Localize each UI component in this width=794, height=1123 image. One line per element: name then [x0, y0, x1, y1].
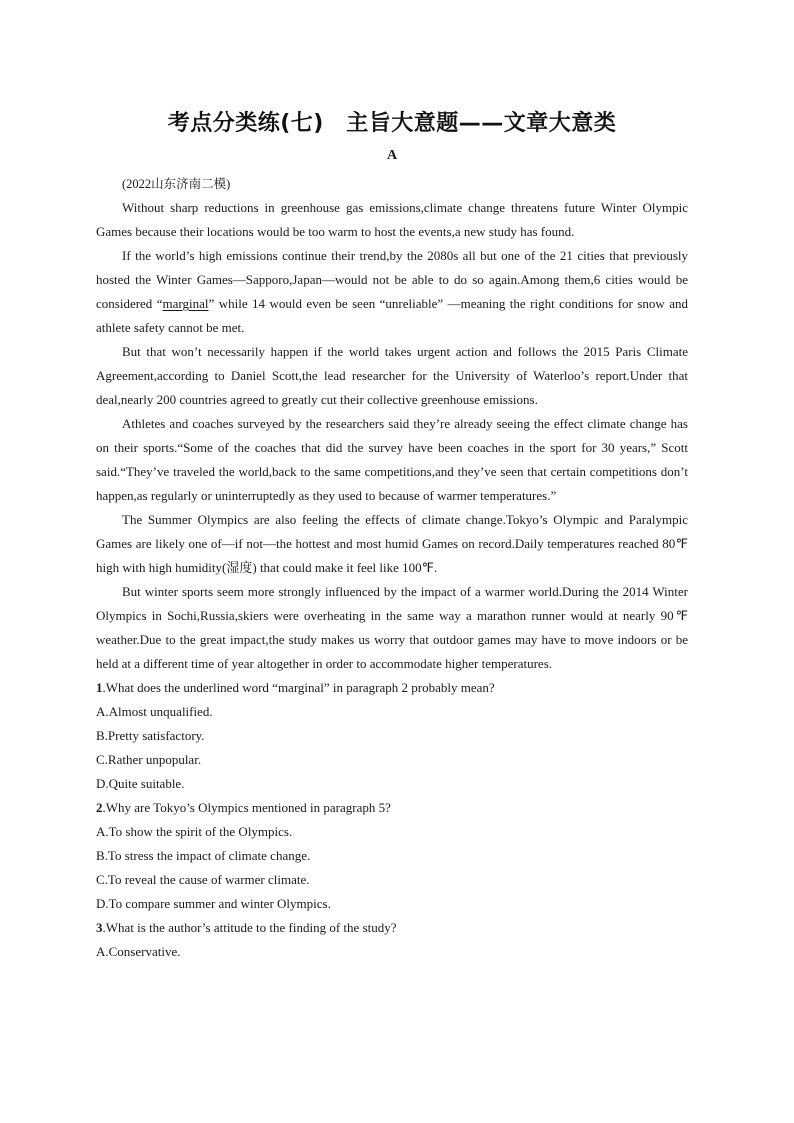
option-2c: C.To reveal the cause of warmer climate.	[96, 872, 310, 887]
question-1	[96, 676, 688, 700]
option-1b: B.Pretty satisfactory.	[96, 728, 205, 743]
underlined-word: marginal	[162, 296, 209, 311]
option-2d: D.To compare summer and winter Olympics.	[96, 896, 331, 911]
paragraph-text: Without sharp reductions in greenhouse gas emissions,climate change threatens future Winter Olympic Games because their locations would be too warm to host the events,a new study has found.	[96, 200, 688, 239]
paragraph-1	[96, 196, 688, 244]
option-1d: D.Quite suitable.	[96, 776, 185, 791]
paragraph-text: The Summer Olympics are also feeling the effects of climate change.Tokyo’s Olympic and Paralympic Games are likely one of—if not—the hottest and most humid Games on record.Daily temperatures reached 80℉ high with high humidity(湿度) that could make it feel like 100℉.	[96, 512, 688, 575]
paragraph-text: ” while 14 would even be seen “unreliable” —meaning the right conditions for snow and athlete safety cannot be met.	[96, 296, 688, 335]
paragraph-4	[96, 412, 688, 508]
question-2	[96, 796, 688, 820]
option-2b: B.To stress the impact of climate change.	[96, 848, 311, 863]
section-heading: A	[386, 148, 398, 163]
option-1a: A.Almost unqualified.	[96, 704, 213, 719]
paragraph-text: But that won’t necessarily happen if the world takes urgent action and follows the 2015 Paris Climate Agreement,according to Daniel Scott,the lead researcher for the University of Waterloo’s report.Under that deal,nearly 200 countries agreed to greatly cut their collective greenhouse emissions.	[96, 344, 688, 407]
question-number: 2	[96, 800, 103, 815]
option-3a: A.Conservative.	[96, 944, 181, 959]
paragraph-2	[96, 244, 688, 340]
article-body	[96, 172, 688, 964]
paragraph-text: If the world’s high emissions continue their trend,by the 2080s all but one of the 21 cities that previously hosted the Winter Games—Sapporo,Japan—would not be able to do so again.Among them,6 cities would be considered “	[96, 248, 688, 311]
paragraph-5	[96, 508, 688, 580]
question-number: 3	[96, 920, 103, 935]
source-note: (2022山东济南二模)	[122, 177, 231, 191]
paragraph-text: But winter sports seem more strongly influenced by the impact of a warmer world.During the 2014 Winter Olympics in Sochi,Russia,skiers were overheating in the same way a marathon runner would at nearly 90℉ weather.Due to the great impact,the study makes us worry that outdoor games may have to move indoors or be held at a different time of year altogether in order to accommodate higher temperatures.	[96, 584, 688, 671]
option-1c: C.Rather unpopular.	[96, 752, 202, 767]
question-text: .Why are Tokyo’s Olympics mentioned in paragraph 5?	[102, 800, 391, 815]
question-text: .What is the author’s attitude to the finding of the study?	[102, 920, 397, 935]
question-number: 1	[96, 680, 103, 695]
paragraph-6	[96, 580, 688, 676]
paragraph-text: Athletes and coaches surveyed by the researchers said they’re already seeing the effect climate change has on their sports.“Some of the coaches that did the survey have been coaches in the sport for 30 years,” Scott said.“They’ve traveled the world,back to the same competitions,and they’ve seen that certain competitions don’t happen,as regularly or uninterruptedly as they used to because of warmer temperatures.”	[96, 416, 688, 503]
question-text: .What does the underlined word “marginal” in paragraph 2 probably mean?	[102, 680, 495, 695]
page-title: 考点分类练(七) 主旨大意题——文章大意类	[167, 111, 617, 136]
option-2a: A.To show the spirit of the Olympics.	[96, 824, 293, 839]
paragraph-3	[96, 340, 688, 412]
question-3	[96, 916, 688, 940]
